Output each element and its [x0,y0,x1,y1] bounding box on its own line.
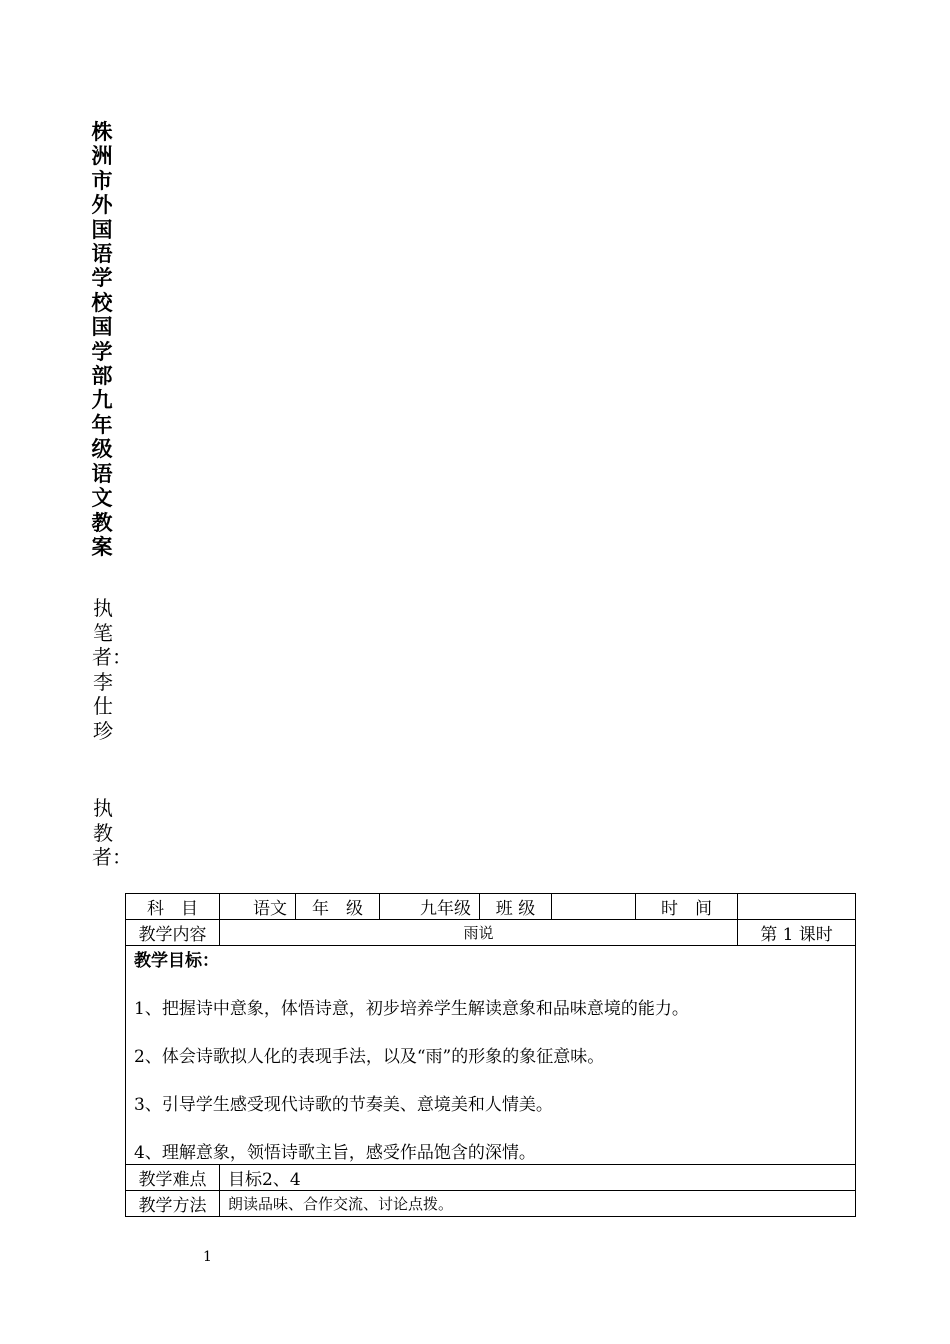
grade-value: 九年级 [380,894,480,920]
content-label: 教学内容 [126,920,220,946]
author-vertical: 执笔者：李仕珍 [92,596,132,743]
content-value: 雨说 [220,920,738,946]
subject-value: 语文 [220,894,296,920]
goals-heading: 教学目标： [134,951,219,971]
method-label: 教学方法 [126,1191,220,1217]
method-value: 朗读品味、合作交流、讨论点拨。 [220,1191,856,1217]
goal-item: 2、体会诗歌拟人化的表现手法，以及“雨”的形象的象征意味。 [134,1047,605,1067]
table-row [126,920,856,946]
class-label: 班 级 [480,894,552,920]
grade-label: 年 级 [296,894,380,920]
time-value [738,894,856,920]
subject-label: 科 目 [126,894,220,920]
difficulty-label: 教学难点 [126,1165,220,1191]
table-row [126,894,856,920]
goal-item: 3、引导学生感受现代诗歌的节奏美、意境美和人情美。 [134,1095,553,1115]
difficulty-value: 目标2、4 [220,1165,856,1191]
goal-item: 4、理解意象，领悟诗歌主旨，感受作品饱含的深情。 [134,1143,536,1163]
table-row [126,946,856,1165]
lesson-plan-table [125,893,856,1217]
document-title-vertical: 株洲市外国语学校国学部九年级语文教案 [91,120,113,559]
table-row [126,1165,856,1191]
table-row [126,1191,856,1217]
teacher-vertical: 执教者： [92,796,132,870]
goal-item: 1、把握诗中意象，体悟诗意，初步培养学生解读意象和品味意境的能力。 [134,999,689,1019]
page-number: 1 [203,1249,212,1265]
period-value: 第 1 课时 [738,920,856,946]
class-value [552,894,636,920]
time-label: 时 间 [636,894,738,920]
teaching-goals-cell [126,946,856,1165]
